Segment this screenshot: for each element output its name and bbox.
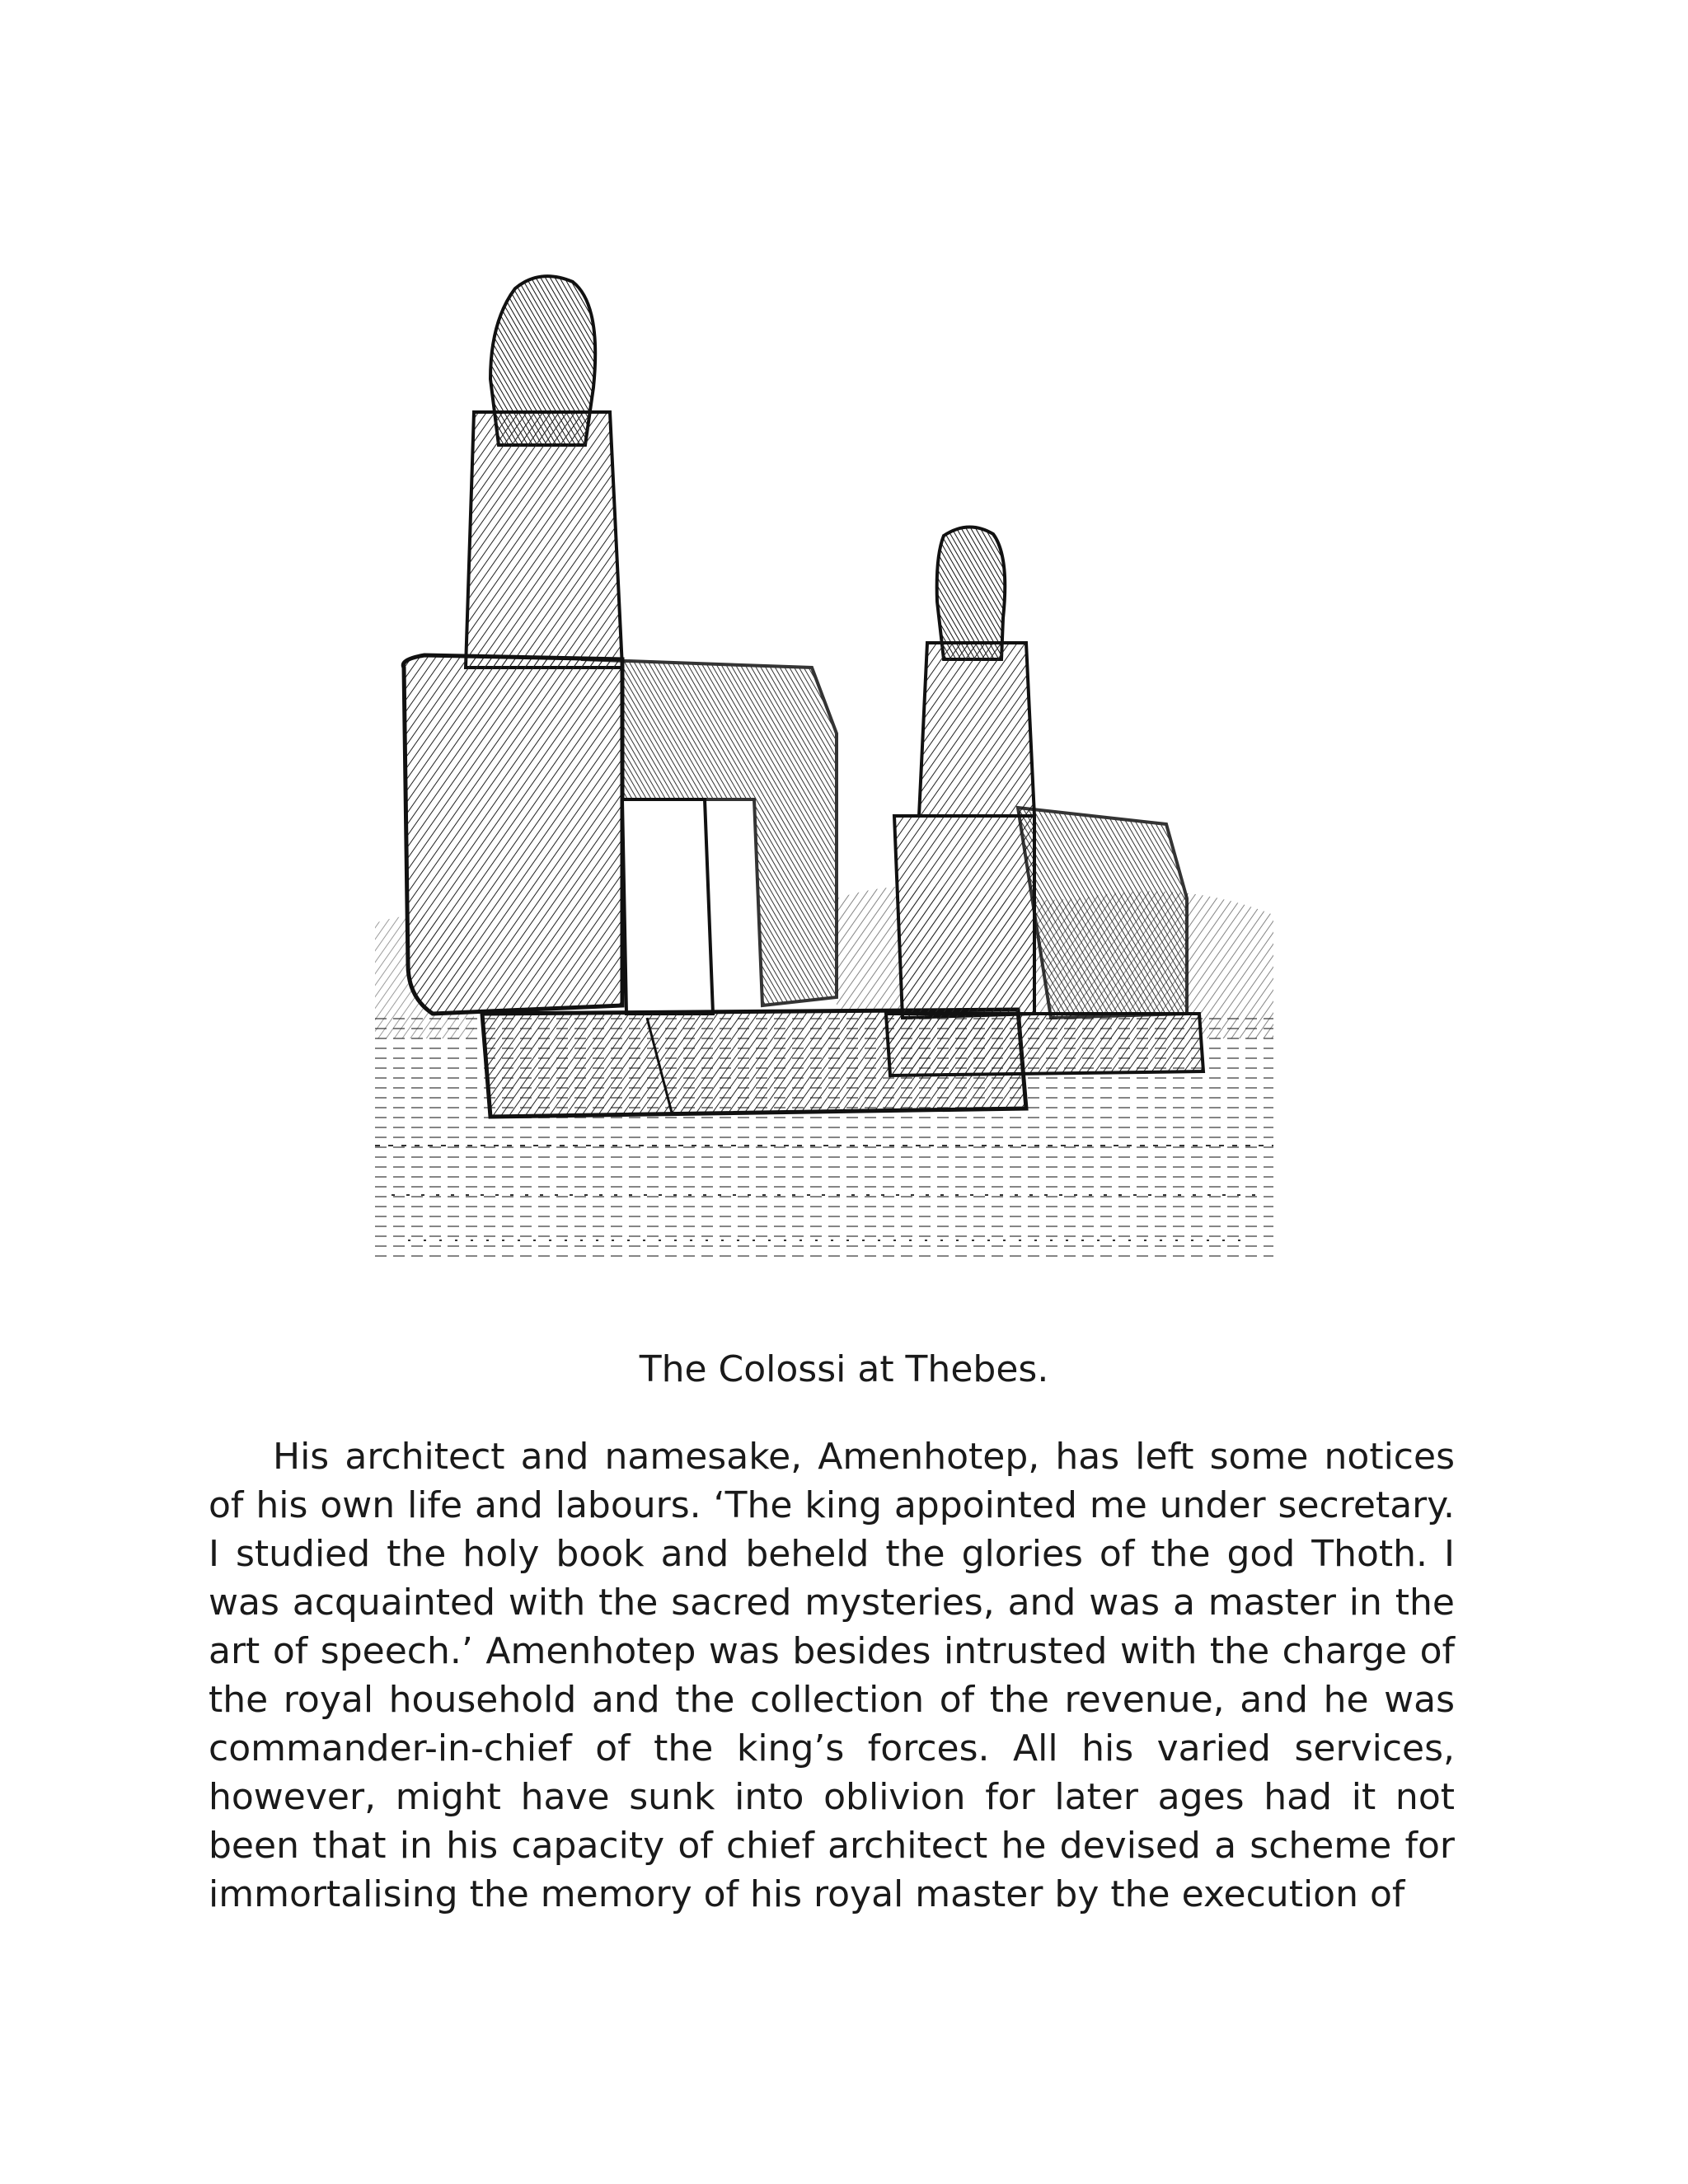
- colossi-engraving: [375, 272, 1273, 1315]
- body-paragraph: His architect and namesake, Amenhotep, has left some notices of his own life and labours. ‘The king appointed me under secretary. I studied the holy book and beheld the glories of the god Thoth. I was acquainted with the sacred mysteries, and was a master in the art of speech.’ Amenhotep was besides intrusted with the charge of the royal household and the collection of the revenue, and he was commander-in-chief of the king’s forces. All his varied services, however, might have sunk into oblivion for later ages had it not been that in his capacity of chief architect he devised a scheme for immortalising the memory of his royal master by the execution of: [209, 1436, 1455, 1915]
- figure-caption: The Colossi at Thebes.: [639, 1348, 1049, 1390]
- colossi-illustration: [375, 272, 1273, 1315]
